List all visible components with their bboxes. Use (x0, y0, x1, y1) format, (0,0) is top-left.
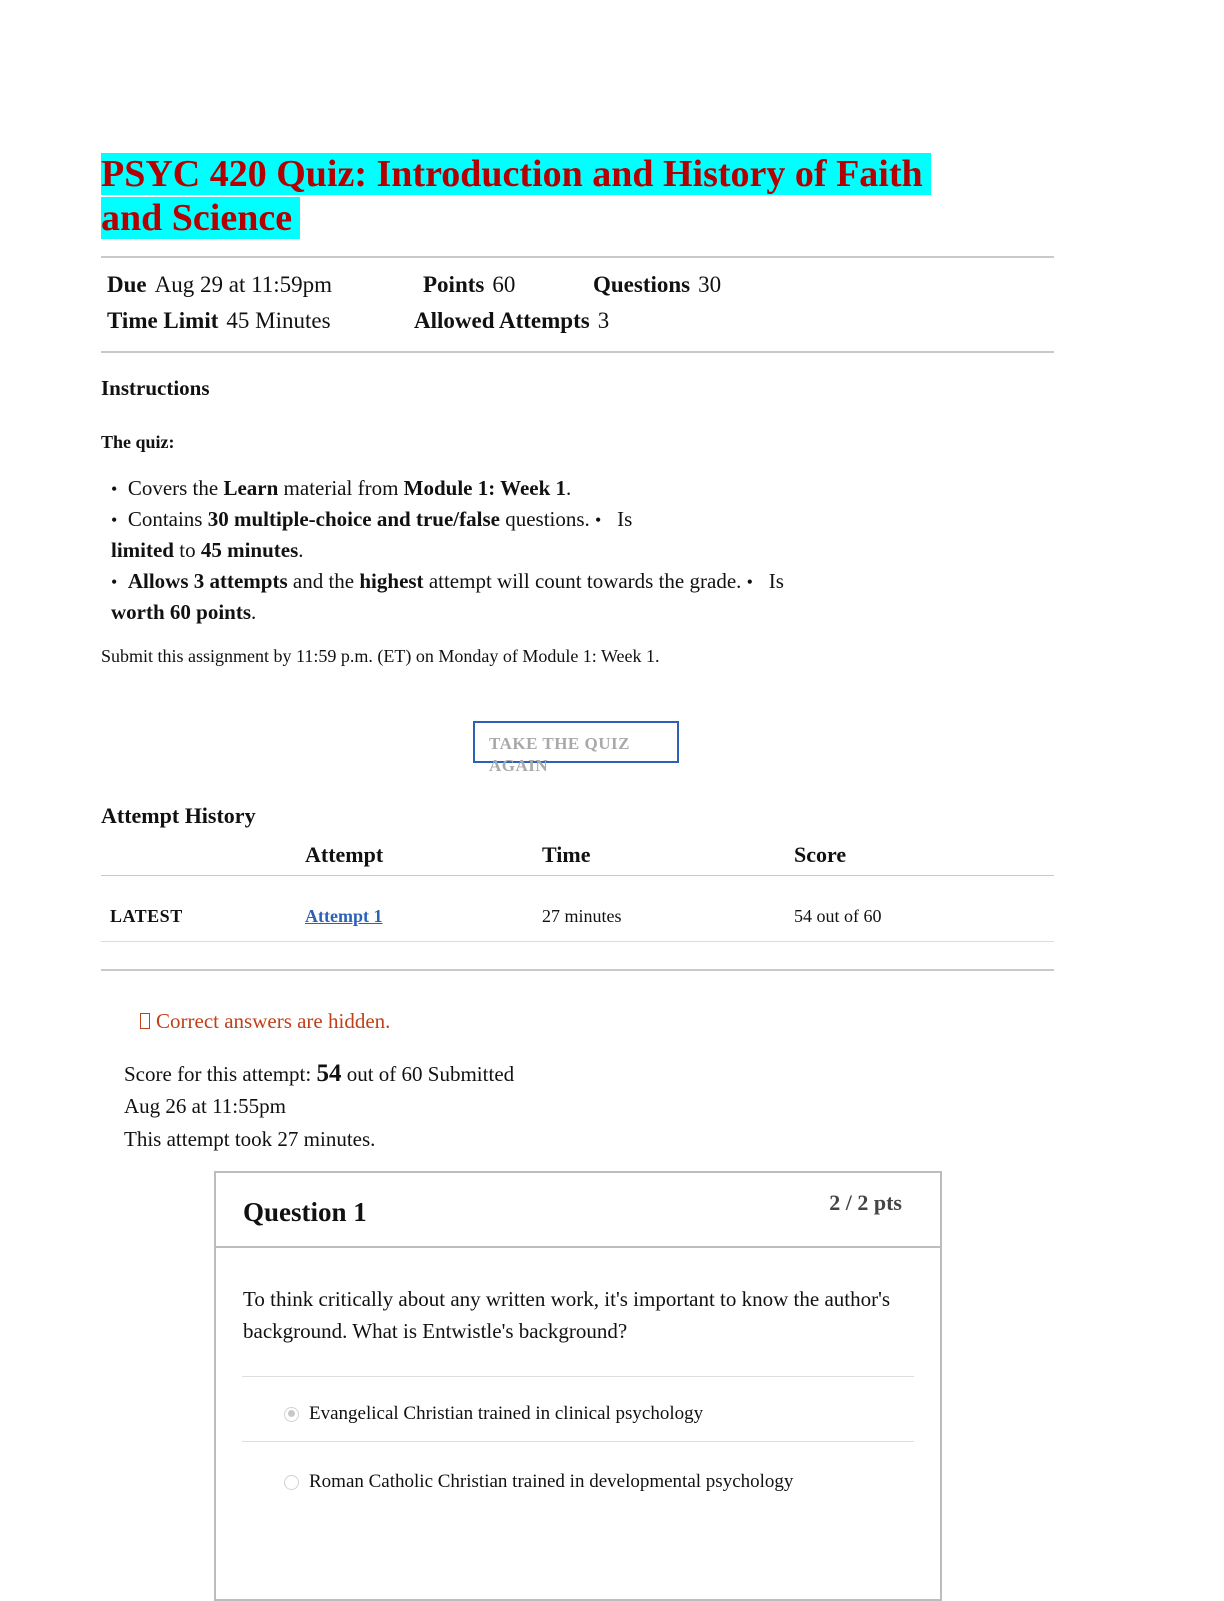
score-cell: 54 out of 60 (794, 906, 882, 926)
take-quiz-again-label: TAKE THE QUIZ AGAIN (489, 734, 630, 775)
due-label: Due (107, 272, 147, 297)
info-icon (140, 1013, 150, 1029)
bullet-bold: worth 60 points (111, 600, 252, 624)
answers-hidden-notice (140, 1009, 390, 1034)
questions-value: 30 (698, 272, 722, 297)
table-header-rule (101, 875, 1054, 876)
bullet-bold: Module 1: Week 1 (403, 476, 567, 500)
time-cell: 27 minutes (542, 906, 622, 926)
bullet-bold: 30 multiple-choice and true/false (207, 507, 500, 531)
bullet-bold: Allows 3 attempts (127, 569, 288, 593)
time-limit-value: 45 Minutes (226, 308, 331, 333)
question-text: To think critically about any written work, it's important to know the author's background. What is Entwistle's background? (243, 1287, 891, 1343)
allowed-attempts-value: 3 (597, 308, 610, 333)
bullet-bold: Learn (223, 476, 279, 500)
latest-tag: LATEST (110, 906, 183, 926)
questions-info (593, 271, 721, 299)
time-limit-label: Time Limit (107, 308, 219, 333)
attempt-1-link[interactable]: Attempt 1 (305, 906, 383, 926)
submitted-date: Aug 26 at 11:55pm (124, 1094, 286, 1118)
page-title (101, 152, 961, 240)
submit-deadline-note: Submit this assignment by 11:59 p.m. (ET) on Monday of Module 1: Week 1. (101, 646, 660, 666)
bullet-dot: • (595, 510, 602, 530)
due-info (107, 271, 332, 299)
score-prefix: Score for this attempt: (124, 1062, 317, 1086)
divider (101, 969, 1054, 971)
answer-option-label: Roman Catholic Christian trained in developmental psychology (309, 1471, 794, 1492)
column-header-time: Time (542, 842, 591, 867)
allowed-attempts-label: Allowed Attempts (414, 308, 590, 333)
bullet-text: questions. (499, 507, 590, 531)
take-quiz-again-button[interactable] (473, 721, 679, 775)
time-limit-info (107, 307, 331, 335)
questions-label: Questions (593, 272, 691, 297)
attempt-duration: This attempt took 27 minutes. (124, 1127, 376, 1151)
answer-divider (242, 1376, 914, 1377)
answers-hidden-text: Correct answers are hidden. (156, 1009, 391, 1033)
question-header (216, 1173, 940, 1248)
bullet-text: Is (617, 507, 633, 531)
column-header-attempt: Attempt (305, 842, 384, 867)
instruction-bullet-1 (111, 475, 571, 502)
attempt-history-heading: Attempt History (101, 803, 256, 828)
instruction-bullet-3 (111, 537, 304, 563)
allowed-attempts-info (414, 307, 609, 335)
bullet-dot: • (111, 572, 118, 592)
bullet-bold: limited (111, 538, 174, 562)
bullet-text: attempt will count towards the grade. (423, 569, 742, 593)
bullet-text: and the (287, 569, 360, 593)
score-value: 54 (316, 1060, 342, 1087)
question-points: 2 / 2 pts (829, 1190, 902, 1215)
page-title-text: PSYC 420 Quiz: Introduction and History of Faith and Science (101, 153, 931, 239)
radio-selected-icon[interactable] (284, 1407, 299, 1422)
bullet-text: Is (768, 569, 784, 593)
divider (101, 351, 1054, 353)
answer-divider (242, 1441, 914, 1442)
bullet-text: Contains (127, 507, 208, 531)
question-title: Question 1 (243, 1197, 367, 1227)
bullet-text: Covers the (127, 476, 224, 500)
question-card (214, 1171, 942, 1601)
divider (101, 256, 1054, 258)
instruction-bullet-2 (111, 506, 632, 533)
attempt-cell (305, 906, 382, 927)
points-info (423, 271, 515, 299)
due-value: Aug 29 at 11:59pm (154, 272, 333, 297)
bullet-text: material from (278, 476, 404, 500)
bullet-bold: 45 minutes (200, 538, 299, 562)
bullet-bold: highest (359, 569, 424, 593)
instruction-bullet-4 (111, 568, 784, 595)
instructions-heading: Instructions (101, 376, 210, 400)
answer-option[interactable] (284, 1403, 703, 1425)
bullet-text: . (298, 538, 304, 562)
answer-option[interactable] (284, 1471, 793, 1493)
table-row-rule (101, 941, 1054, 942)
answer-option-label: Evangelical Christian trained in clinical psychology (309, 1403, 704, 1424)
bullet-text: . (251, 600, 257, 624)
attempt-score-line (124, 1060, 514, 1088)
bullet-dot: • (111, 479, 118, 499)
points-value: 60 (492, 272, 516, 297)
bullet-text: . (566, 476, 572, 500)
bullet-dot: • (746, 572, 753, 592)
bullet-text: to (174, 538, 201, 562)
instruction-bullet-5 (111, 599, 256, 625)
bullet-dot: • (111, 510, 118, 530)
column-header-score: Score (794, 842, 847, 867)
radio-icon[interactable] (284, 1475, 299, 1490)
quiz-subheading: The quiz: (101, 432, 175, 452)
points-label: Points (423, 272, 485, 297)
score-suffix: out of 60 Submitted (341, 1062, 515, 1086)
